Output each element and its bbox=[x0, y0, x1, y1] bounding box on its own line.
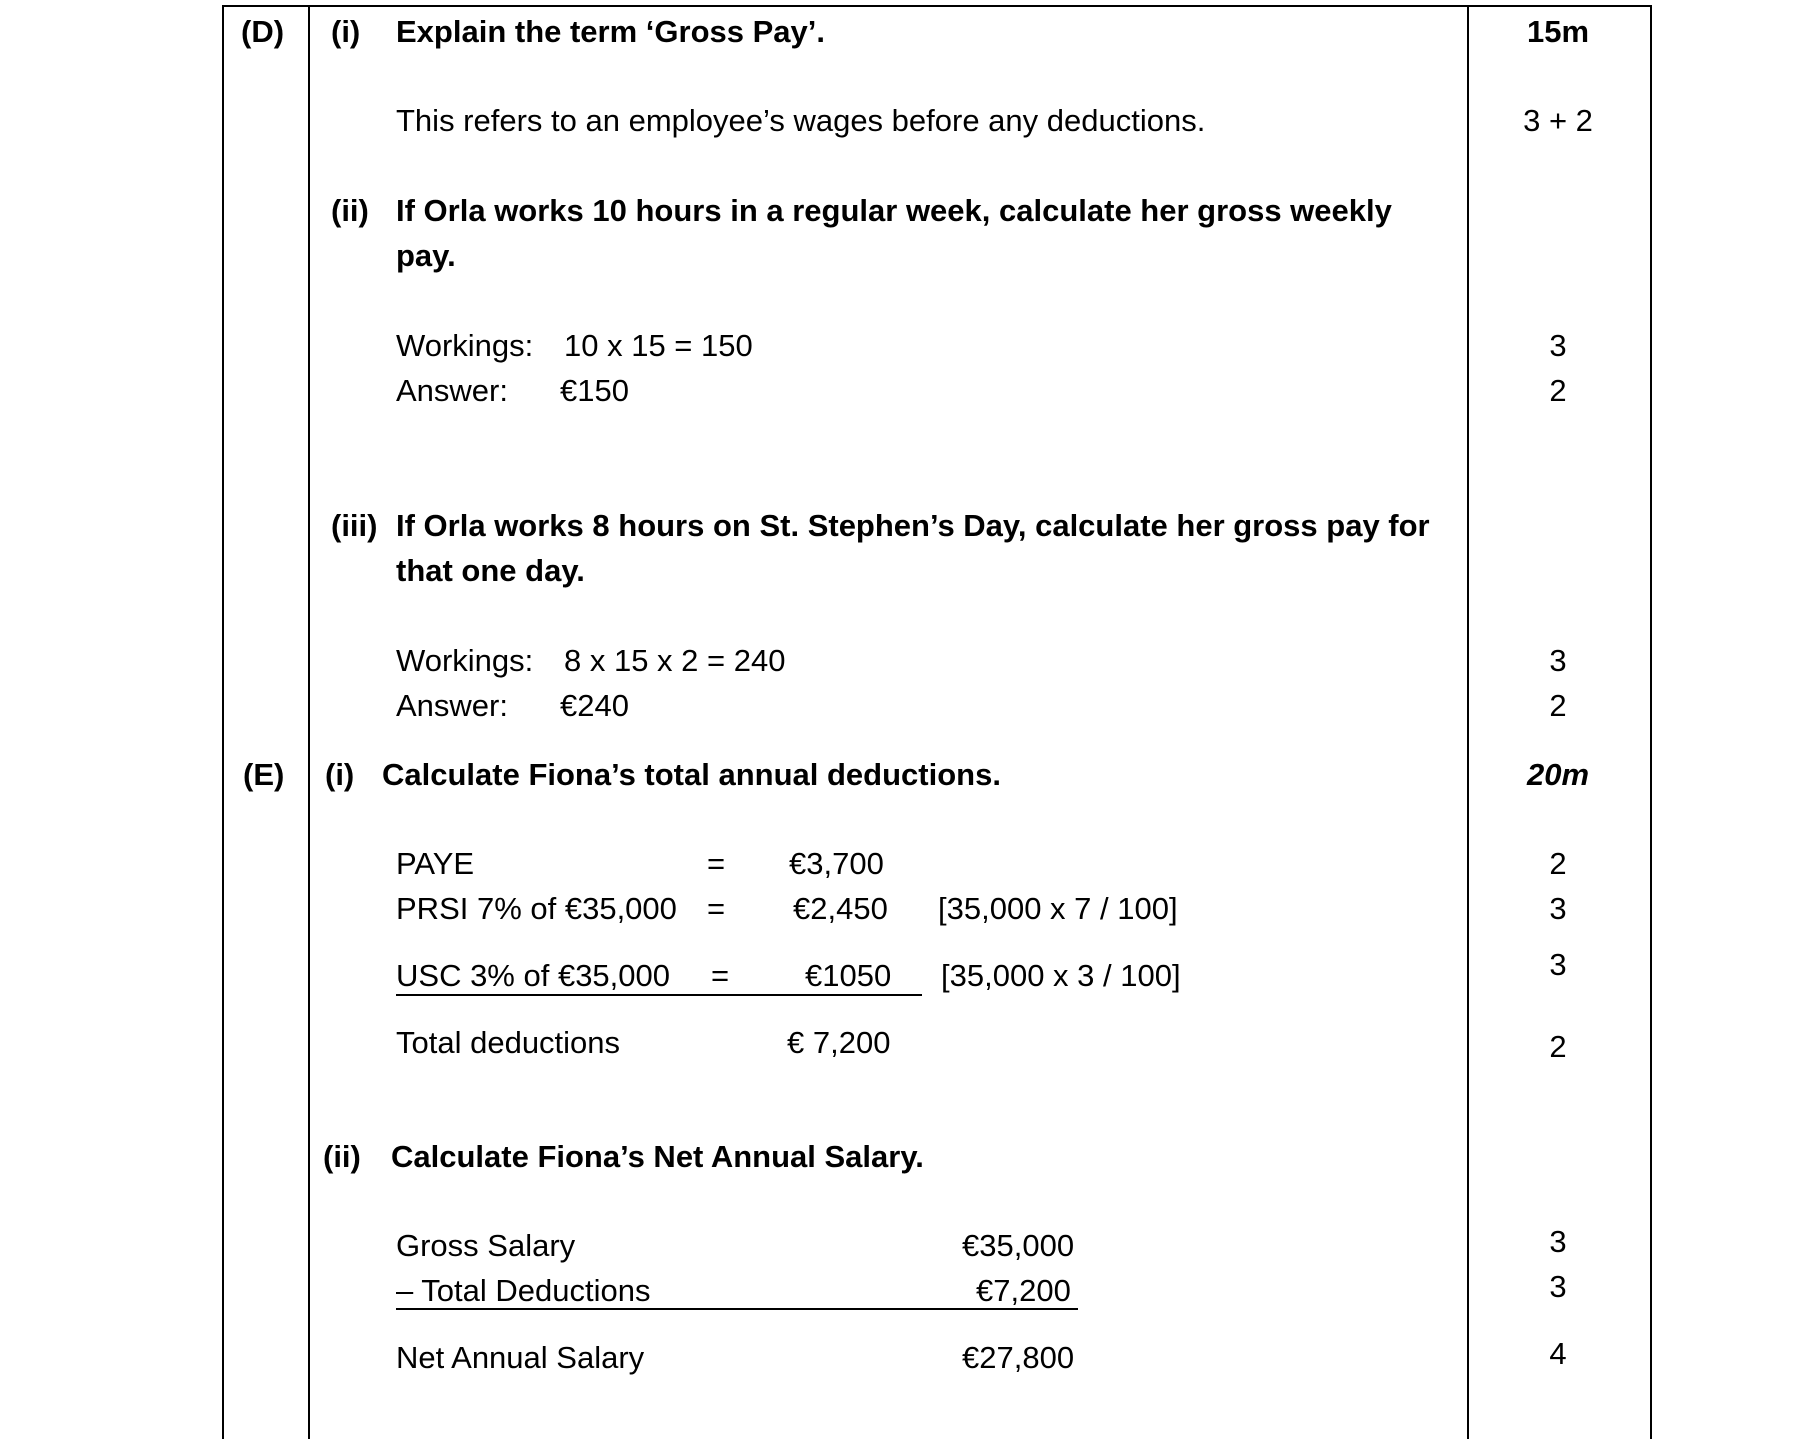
question-d-i-text: Explain the term ‘Gross Pay’. bbox=[396, 14, 825, 49]
question-e-ii-text: Calculate Fiona’s Net Annual Salary. bbox=[391, 1139, 924, 1174]
marks-e-ii-net: 4 bbox=[1549, 1336, 1567, 1371]
marks-e-i-paye: 2 bbox=[1549, 846, 1567, 881]
gross-salary-value: €35,000 bbox=[962, 1228, 1075, 1263]
total-deductions-minus-value: €7,200 bbox=[976, 1273, 1071, 1308]
section-d-total-marks: 15m bbox=[1526, 14, 1590, 49]
deductions-underline bbox=[396, 1308, 1078, 1310]
marks-d-i: 3 + 2 bbox=[1523, 103, 1593, 138]
marks-e-i-total: 2 bbox=[1549, 1029, 1567, 1064]
label-column-divider bbox=[308, 6, 310, 1439]
gross-salary-label: Gross Salary bbox=[396, 1228, 576, 1263]
section-e-total-marks: 20m bbox=[1526, 757, 1590, 792]
marks-d-iii-answer: 2 bbox=[1549, 688, 1567, 723]
answer-d-iii-value: €240 bbox=[560, 688, 629, 723]
deduction-label-usc: USC 3% of €35,000 bbox=[396, 958, 671, 993]
workings-d-ii-value: 10 x 15 = 150 bbox=[564, 328, 753, 363]
deduction-note-prsi: [35,000 x 7 / 100] bbox=[938, 891, 1178, 926]
marks-e-i-usc: 3 bbox=[1549, 947, 1567, 982]
question-d-ii-text-line2: pay. bbox=[396, 238, 456, 273]
total-deductions-label: Total deductions bbox=[396, 1025, 621, 1060]
total-deductions-minus-label: – Total Deductions bbox=[396, 1273, 651, 1308]
marks-e-ii-deductions: 3 bbox=[1549, 1269, 1567, 1304]
section-e-label: (E) bbox=[243, 757, 285, 792]
marks-e-i-prsi: 3 bbox=[1549, 891, 1567, 926]
question-e-i-number: (i) bbox=[325, 757, 355, 792]
question-e-ii-number: (ii) bbox=[323, 1139, 361, 1174]
question-d-iii-number: (iii) bbox=[331, 508, 378, 543]
workings-d-iii-value: 8 x 15 x 2 = 240 bbox=[564, 643, 786, 678]
answer-d-ii-value: €150 bbox=[560, 373, 629, 408]
net-annual-salary-value: €27,800 bbox=[962, 1340, 1075, 1375]
deduction-eq-usc: = bbox=[711, 958, 730, 993]
answer-d-ii-label: Answer: bbox=[396, 373, 508, 408]
deduction-eq-paye: = bbox=[707, 846, 726, 881]
answer-d-iii-label: Answer: bbox=[396, 688, 508, 723]
question-e-i-text: Calculate Fiona’s total annual deductions. bbox=[382, 757, 1001, 792]
total-deductions-value: € 7,200 bbox=[787, 1025, 891, 1060]
deduction-eq-prsi: = bbox=[707, 891, 726, 926]
net-annual-salary-label: Net Annual Salary bbox=[396, 1340, 645, 1375]
marks-d-iii-workings: 3 bbox=[1549, 643, 1567, 678]
question-d-iii-text-line2: that one day. bbox=[396, 553, 585, 588]
answer-d-i-text: This refers to an employee’s wages before any deductions. bbox=[396, 103, 1206, 138]
table-left-border bbox=[222, 6, 224, 1439]
section-d-label: (D) bbox=[241, 14, 285, 49]
usc-underline bbox=[396, 994, 922, 996]
question-d-ii-text-line1: If Orla works 10 hours in a regular week, calculate her gross weekly bbox=[396, 193, 1392, 228]
marks-d-ii-answer: 2 bbox=[1549, 373, 1567, 408]
deduction-value-prsi: €2,450 bbox=[793, 891, 888, 926]
deduction-value-usc: €1050 bbox=[805, 958, 892, 993]
deduction-note-usc: [35,000 x 3 / 100] bbox=[941, 958, 1181, 993]
workings-d-ii-label: Workings: bbox=[396, 328, 534, 363]
deduction-label-paye: PAYE bbox=[396, 846, 475, 881]
question-d-ii-number: (ii) bbox=[331, 193, 369, 228]
workings-d-iii-label: Workings: bbox=[396, 643, 534, 678]
question-d-i-number: (i) bbox=[331, 14, 361, 49]
table-top-border bbox=[222, 5, 1652, 7]
deduction-label-prsi: PRSI 7% of €35,000 bbox=[396, 891, 677, 926]
question-d-iii-text-line1: If Orla works 8 hours on St. Stephen’s Day, calculate her gross pay for bbox=[396, 508, 1430, 543]
deduction-value-paye: €3,700 bbox=[789, 846, 884, 881]
table-right-border bbox=[1650, 6, 1652, 1439]
marks-e-ii-gross: 3 bbox=[1549, 1224, 1567, 1259]
marks-d-ii-workings: 3 bbox=[1549, 328, 1567, 363]
